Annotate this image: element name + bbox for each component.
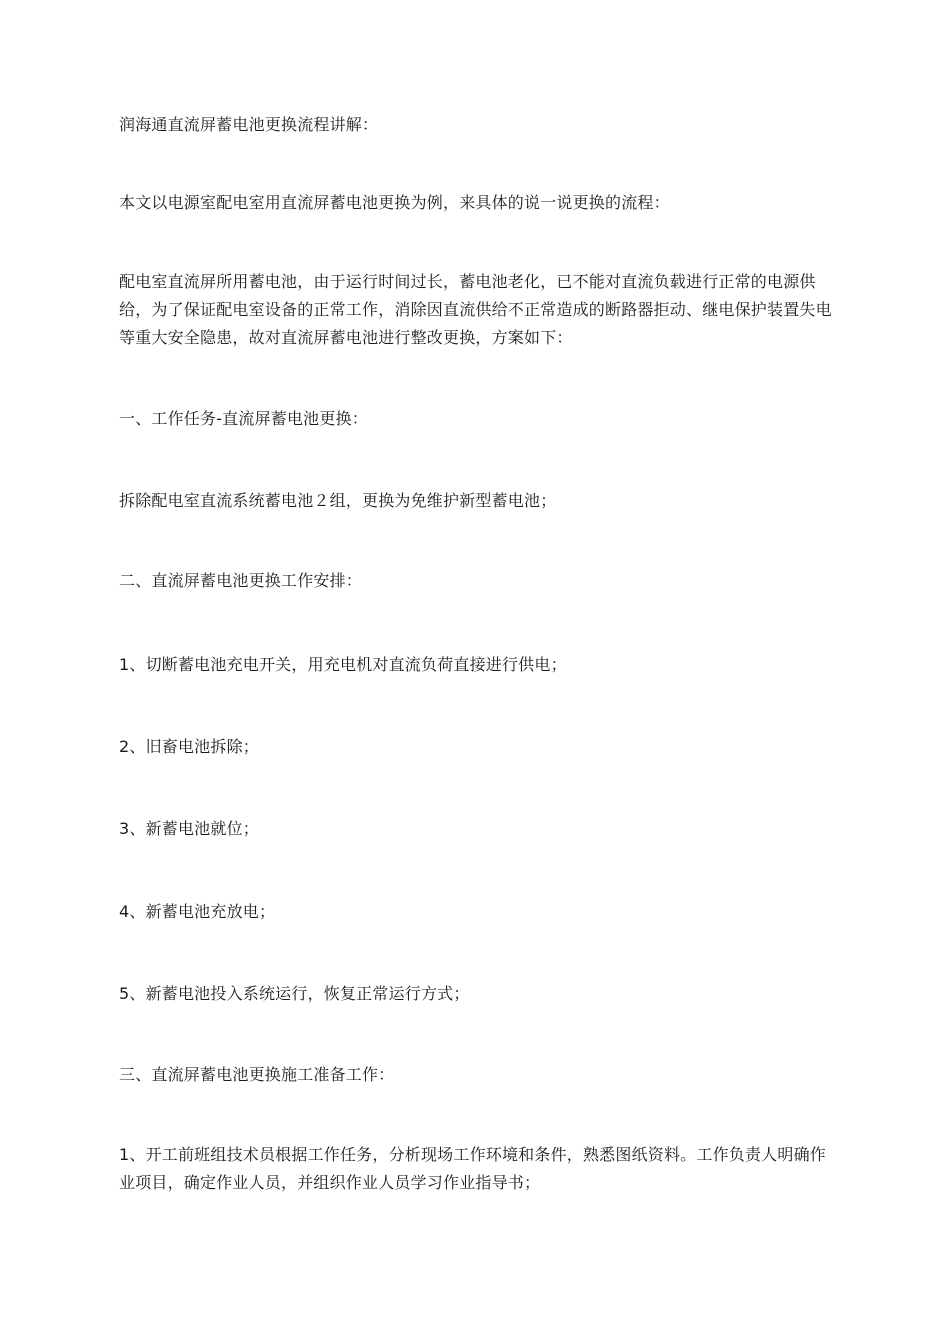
list-item: 5、新蓄电池投入系统运行，恢复正常运行方式； bbox=[119, 984, 470, 1003]
section-heading-2: 二、直流屏蓄电池更换工作安排： bbox=[119, 571, 363, 590]
list-item: 2、旧畜电池拆除； bbox=[119, 737, 259, 756]
section-heading-3: 三、直流屏蓄电池更换施工准备工作： bbox=[119, 1065, 395, 1084]
section-heading-1: 一、工作任务-直流屏蓄电池更换： bbox=[119, 409, 368, 428]
list-item: 1、切断蓄电池充电开关，用充电机对直流负荷直接进行供电； bbox=[119, 655, 567, 674]
background-paragraph: 配电室直流屏所用蓄电池，由于运行时间过长，蓄电池老化，已不能对直流负载进行正常的电源供给，为了保证配电室设备的正常工作，消除因直流供给不正常造成的断路器拒动、继电保护装置失电等重大安全隐患，故对直流屏蓄电池进行整改更换，方案如下： bbox=[119, 272, 832, 347]
intro-paragraph: 本文以电源室配电室用直流屏蓄电池更换为例，来具体的说一说更换的流程： bbox=[119, 193, 670, 212]
document-title: 润海通直流屏蓄电池更换流程讲解： bbox=[119, 115, 379, 134]
list-item: 4、新蓄电池充放电； bbox=[119, 902, 276, 921]
task-paragraph: 拆除配电室直流系统蓄电池２组，更换为免维护新型蓄电池； bbox=[119, 491, 557, 510]
list-item: 1、开工前班组技术员根据工作任务，分析现场工作环境和条件，熟悉图纸资料。工作负责人明确作业项目，确定作业人员，并组织作业人员学习作业指导书； bbox=[119, 1145, 826, 1192]
list-item: 3、新蓄电池就位； bbox=[119, 819, 259, 838]
